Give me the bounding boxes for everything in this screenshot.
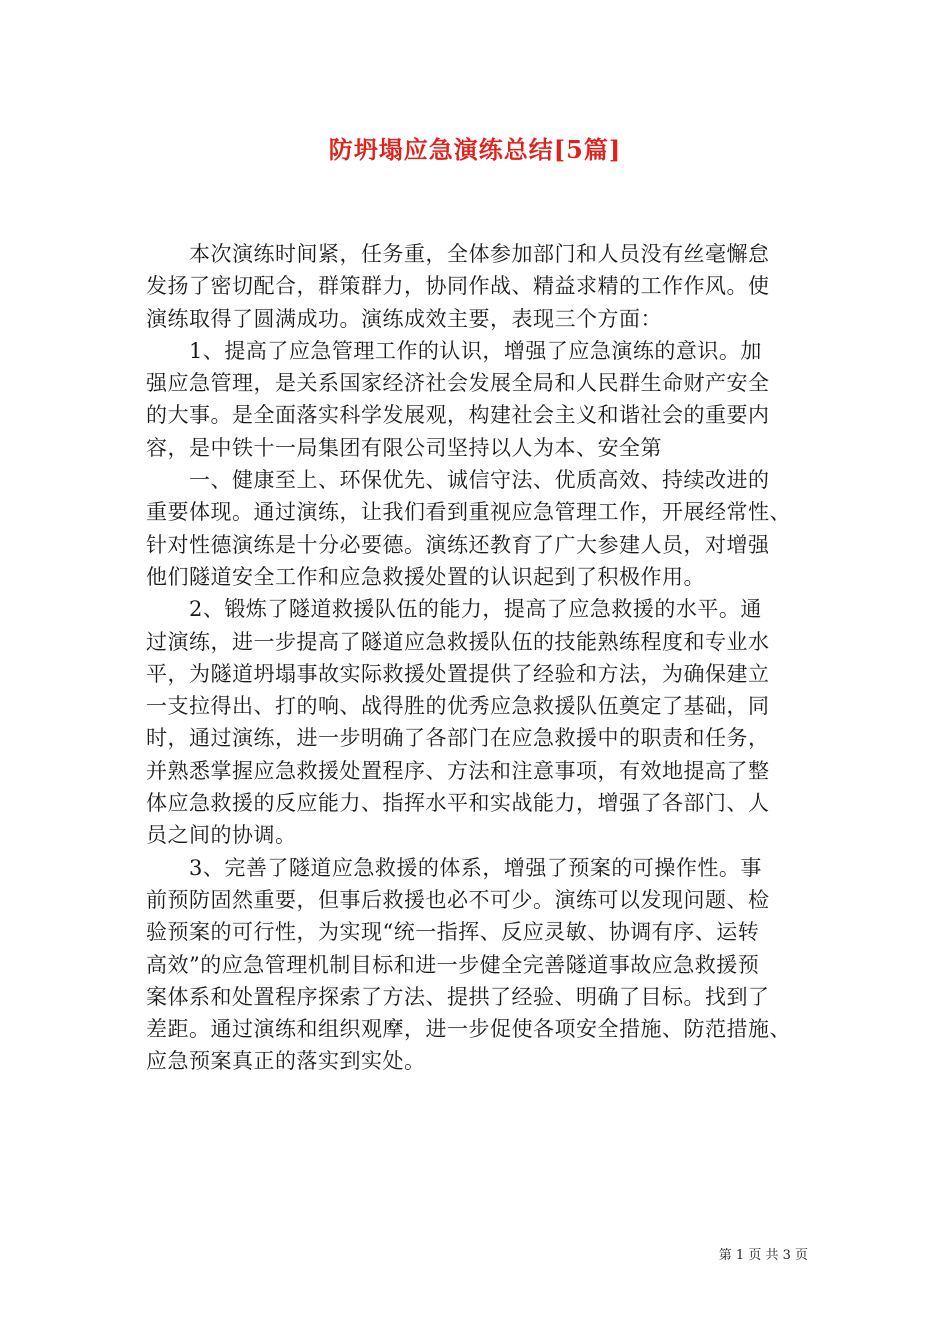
paragraph-point-1-continued: 一、健康至上、环保优先、诚信守法、优质高效、持续改进的 重要体现。通过演练，让我们看到重视应急管理工作，开展经常性、 针对性德演练是十分必要德。演练还教育了广大参建人员，对增强 他们隧道安全工作和应急救援处置的认识起到了积极作用。 bbox=[146, 468, 791, 589]
document-body bbox=[146, 238, 814, 1078]
paragraph-point-1: 1、提高了应急管理工作的认识，增强了应急演练的意识。加 强应急管理，是关系国家经济社会发展全局和人民群生命财产安全 的大事。是全面落实科学发展观，构建社会主义和谐社会的重要内 容，是中铁十一局集团有限公司坚持以人为本、安全第 bbox=[146, 338, 770, 460]
paragraph-point-3: 3、完善了隧道应急救援的体系，增强了预案的可操作性。事 前预防固然重要，但事后救援也必不可少。演练可以发现问题、检 验预案的可行性，为实现“统一指挥、反应灵敏、协调有序、运转 高效”的应急管理机制目标和进一步健全完善隧道事故应急救援预 案体系和处置程序探索了方法、提拱了经验、明确了目标。找到了 差距。通过演练和组织观摩，进一步促使各项安全措施、防范措施、 应急预案真正的落实到实处。 bbox=[146, 855, 791, 1074]
paragraph-point-2: 2、锻炼了隧道救援队伍的能力，提高了应急救援的水平。通 过演练，进一步提高了隧道应急救援队伍的技能熟练程度和专业水 平，为隧道坍塌事故实际救援处置提供了经验和方法，为确保建立 一支拉得出、打的响、战得胜的优秀应急救援队伍奠定了基础，同 时，通过演练，进一步明确了各部门在应急救援中的职责和任务， 并熟悉掌握应急救援处置程序、方法和注意事项，有效地提高了整 体应急救援的反应能力、指挥水平和实战能力，增强了各部门、人 员之间的协调。 bbox=[146, 597, 770, 848]
document-title: 防坍塌应急演练总结[5篇] bbox=[328, 135, 622, 164]
paragraph-intro: 本次演练时间紧，任务重，全体参加部门和人员没有丝毫懈怠 发扬了密切配合，群策群力，协同作战、精益求精的工作作风。使 演练取得了圆满成功。演练成效主要，表现三个方面： bbox=[146, 242, 770, 331]
page-number-footer: 第 1 页 共 3 页 bbox=[718, 1248, 808, 1263]
